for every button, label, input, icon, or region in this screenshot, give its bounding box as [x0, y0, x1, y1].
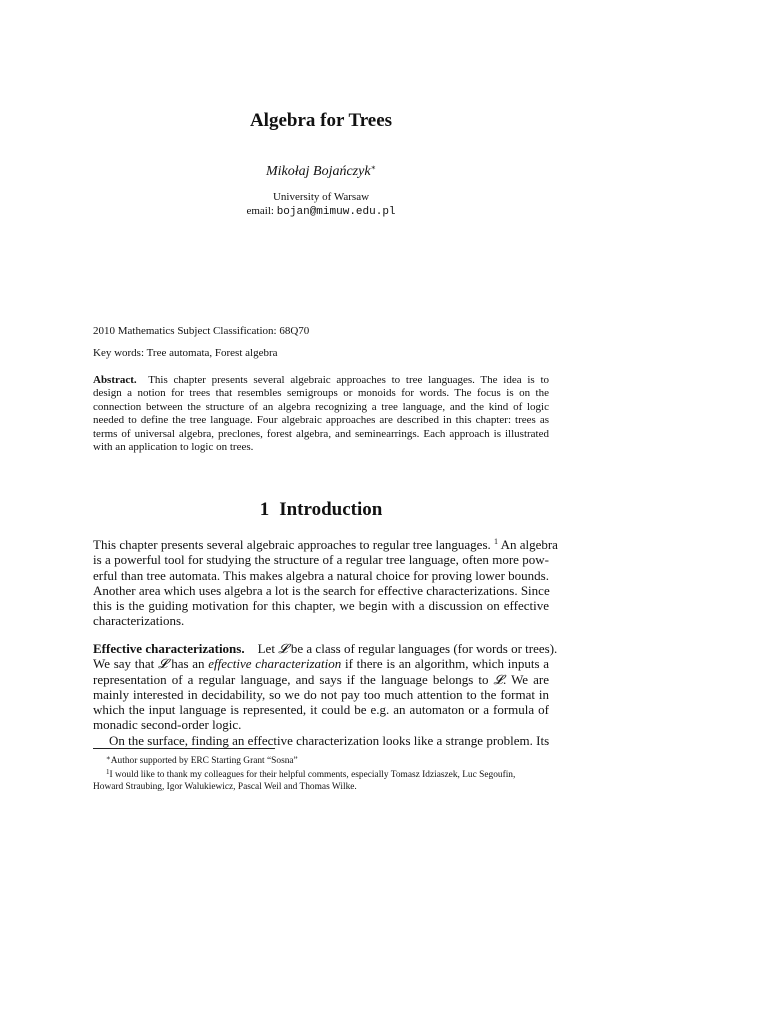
email-label: email: — [246, 205, 274, 217]
paragraph-line: mainly interested in decidability, so we do not pay too much attention to the format in — [93, 686, 549, 702]
abstract-line: design a notion for trees that resembles semigroups or monoids for words. The focus is on the — [93, 387, 549, 400]
footnote-line: Howard Straubing, Igor Walukiewicz, Pascal Weil and Thomas Wilke. — [93, 782, 357, 792]
footnote-mark: ∗ — [106, 754, 111, 762]
paragraph-line: is a powerful tool for studying the structure of a regular tree language, often more pow- — [93, 552, 549, 568]
intro-text: This chapter presents several algebraic approaches to regular tree languages. — [93, 537, 491, 552]
email-line — [0, 205, 642, 218]
footnote-mark: 1 — [106, 768, 110, 776]
paragraph-line — [93, 656, 549, 671]
footnote-text: Author supported by ERC Starting Grant “Sosna” — [110, 756, 298, 766]
abstract-line: terms of universal algebra, preclones, forest algebra, and seminearrings. Each approach is illustrated — [93, 427, 549, 440]
paragraph-text: if there is an algorithm, which inputs a — [344, 656, 550, 672]
paragraph-line: erful than tree automata. This makes algebra a natural choice for proving lower bounds. — [93, 567, 549, 583]
author-name: Mikołaj Bojańczyk — [265, 164, 371, 179]
paragraph-line — [93, 534, 558, 552]
paragraph-line: monadic second-order logic. — [93, 717, 242, 733]
paragraph-text: We say that — [93, 656, 155, 672]
footnote-line — [93, 770, 515, 780]
paragraph-line: characterizations. — [93, 613, 185, 629]
paragraph-text: Let — [257, 641, 275, 656]
paragraph-line: which the input language is represented, it could be e.g. an automaton or a formula of — [93, 702, 549, 718]
paragraph-heading: Effective characterizations. — [93, 641, 245, 656]
affiliation: University of Warsaw — [272, 191, 370, 203]
keywords: Key words: Tree automata, Forest algebra — [93, 347, 278, 359]
abstract-line: needed to define the tree language. Four algebraic approaches are described in this chapter: trees as — [93, 414, 549, 427]
emphasis-term: effective characterization — [208, 656, 342, 672]
abstract-label: Abstract. — [93, 374, 137, 386]
msc-classification: 2010 Mathematics Subject Classification: 68Q70 — [93, 325, 310, 337]
paragraph-line: this is the guiding motivation for this chapter, we begin with a discussion on effective — [93, 598, 549, 614]
intro-text: An algebra — [500, 537, 558, 552]
footnote-author — [93, 752, 562, 767]
paragraph-line: On the surface, finding an effective characterization looks like a strange problem. Its — [109, 732, 550, 748]
footnote-1 — [93, 766, 549, 793]
intro-paragraph — [93, 534, 558, 629]
paragraph-text: has an — [171, 656, 205, 672]
section-heading — [0, 499, 642, 521]
author-footnote-mark: ∗ — [370, 163, 376, 172]
abstract — [93, 374, 549, 454]
abstract-line — [93, 374, 549, 387]
paragraph-line — [93, 641, 558, 656]
section-title: Introduction — [279, 499, 383, 520]
paragraph-line — [93, 672, 549, 687]
class-symbol: 𝓛 — [158, 656, 168, 672]
paragraph-line: Another area which uses algebra a lot is the search for effective characterizations. Since — [93, 582, 550, 598]
abstract-line: with an application to logic on trees. — [93, 441, 254, 454]
paragraph-text: . We are — [502, 671, 550, 687]
footnote-ref[interactable]: 1 — [494, 537, 499, 546]
abstract-text: This chapter presents several algebraic approaches to tree languages. The idea is to — [148, 374, 549, 386]
paper-title: Algebra for Trees — [249, 110, 393, 131]
paragraph-text: representation of a regular language, and says if the language belongs to — [93, 671, 489, 687]
class-symbol: 𝓛 — [278, 641, 288, 656]
author-line — [0, 163, 642, 180]
abstract-line: connection between the structure of an algebra recognizing a tree language, and the kind of logic — [93, 400, 549, 413]
email-address[interactable]: bojan@mimuw.edu.pl — [276, 206, 396, 218]
section-number: 1 — [259, 499, 270, 520]
paragraph-text: be a class of regular languages (for words or trees). — [290, 641, 558, 656]
class-symbol: 𝓛 — [493, 671, 503, 687]
footnote-text: I would like to thank my colleagues for their helpful comments, especially Tomasz Idziaszek, Luc Segoufin, — [109, 770, 516, 780]
footnote-divider — [93, 748, 275, 749]
effective-characterizations-paragraph — [93, 641, 558, 748]
